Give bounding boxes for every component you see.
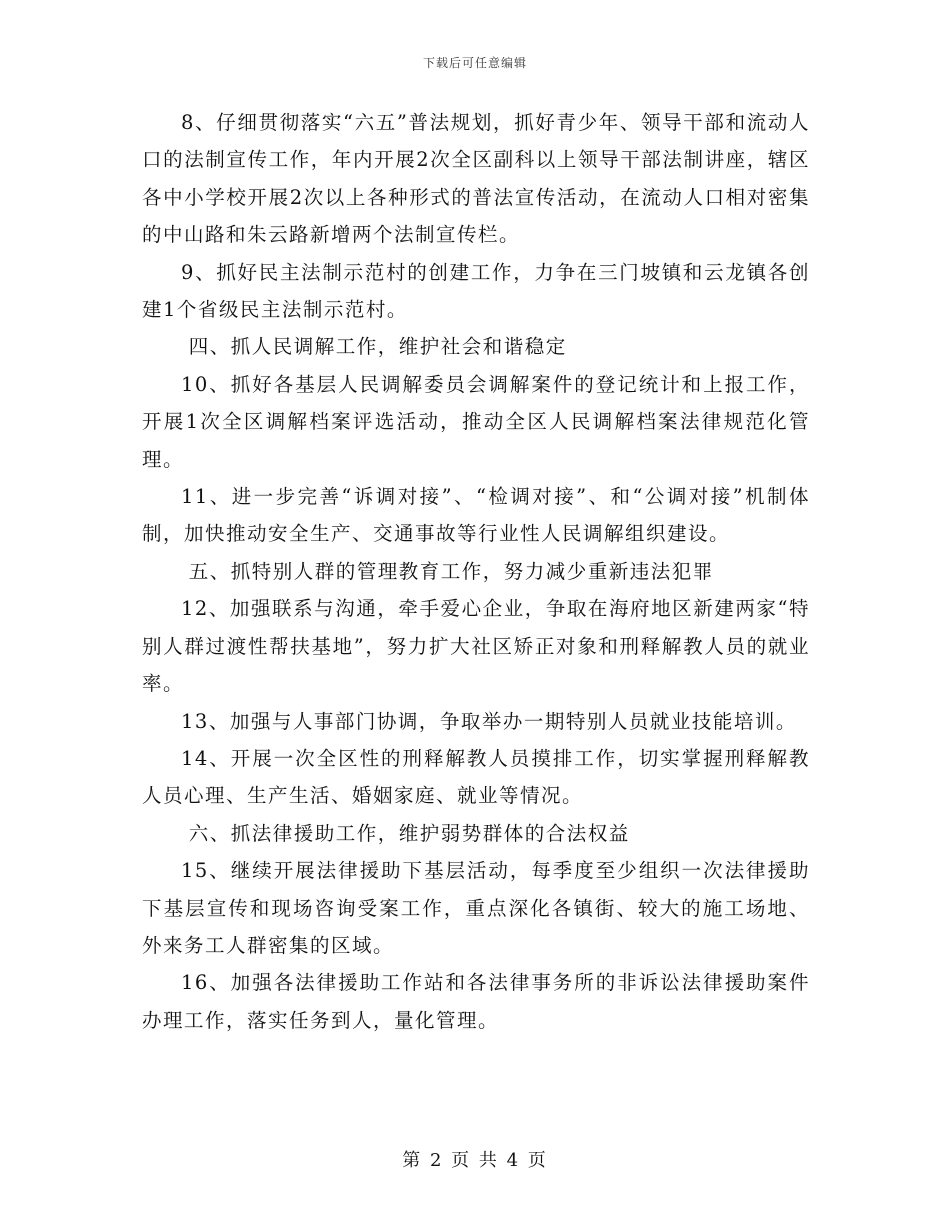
document-body [142, 104, 810, 1039]
paragraph-item-14: 14、开展一次全区性的刑释解教人员摸排工作，切实掌握刑释解教人员心理、生产生活、婚姻家庭、就业等情况。 [142, 746, 810, 808]
paragraph-item-13: 13、加强与人事部门协调，争取举办一期特别人员就业技能培训。 [181, 709, 797, 733]
paragraph-item-8: 8、仔细贯彻落实“六五”普法规划，抓好青少年、领导干部和流动人口的法制宣传工作，年内开展2次全区副科以上领导干部法制讲座，辖区各中小学校开展2次以上各种形式的普法宣传活动，在流动人口相对密集的中山路和朱云路新增两个法制宣传栏。 [142, 111, 810, 247]
paragraph-item-11: 11、进一步完善“诉调对接”、“检调对接”、和“公调对接”机制体制，加快推动安全生产、交通事故等行业性人民调解组织建设。 [142, 485, 810, 546]
page-header-note: 下载后可任意编辑 [422, 56, 527, 70]
paragraph-item-9: 9、抓好民主法制示范村的创建工作，力争在三门坡镇和云龙镇各创建1个省级民主法制示范村。 [142, 260, 810, 322]
section-heading-4: 四、抓人民调解工作，维护社会和谐稳定 [188, 335, 567, 359]
paragraph-item-12: 12、加强联系与沟通，牵手爱心企业，争取在海府地区新建两家“特别人群过渡性帮扶基地”，努力扩大社区矫正对象和刑释解教人员的就业率。 [142, 597, 810, 696]
paragraph-item-15: 15、继续开展法律援助下基层活动，每季度至少组织一次法律援助下基层宣传和现场咨询受案工作，重点深化各镇街、较大的施工场地、外来务工人群密集的区域。 [142, 859, 810, 957]
page-number-footer: 第 2 页 共 4 页 [402, 1150, 548, 1171]
section-heading-5: 五、抓特别人群的管理教育工作，努力减少重新违法犯罪 [188, 559, 714, 583]
paragraph-item-16: 16、加强各法律援助工作站和各法律事务所的非诉讼法律援助案件办理工作，落实任务到人，量化管理。 [142, 971, 810, 1032]
section-heading-6: 六、抓法律援助工作，维护弱势群体的合法权益 [188, 821, 630, 845]
paragraph-item-10: 10、抓好各基层人民调解委员会调解案件的登记统计和上报工作，开展1次全区调解档案评选活动，推动全区人民调解档案法律规范化管理。 [142, 372, 810, 471]
